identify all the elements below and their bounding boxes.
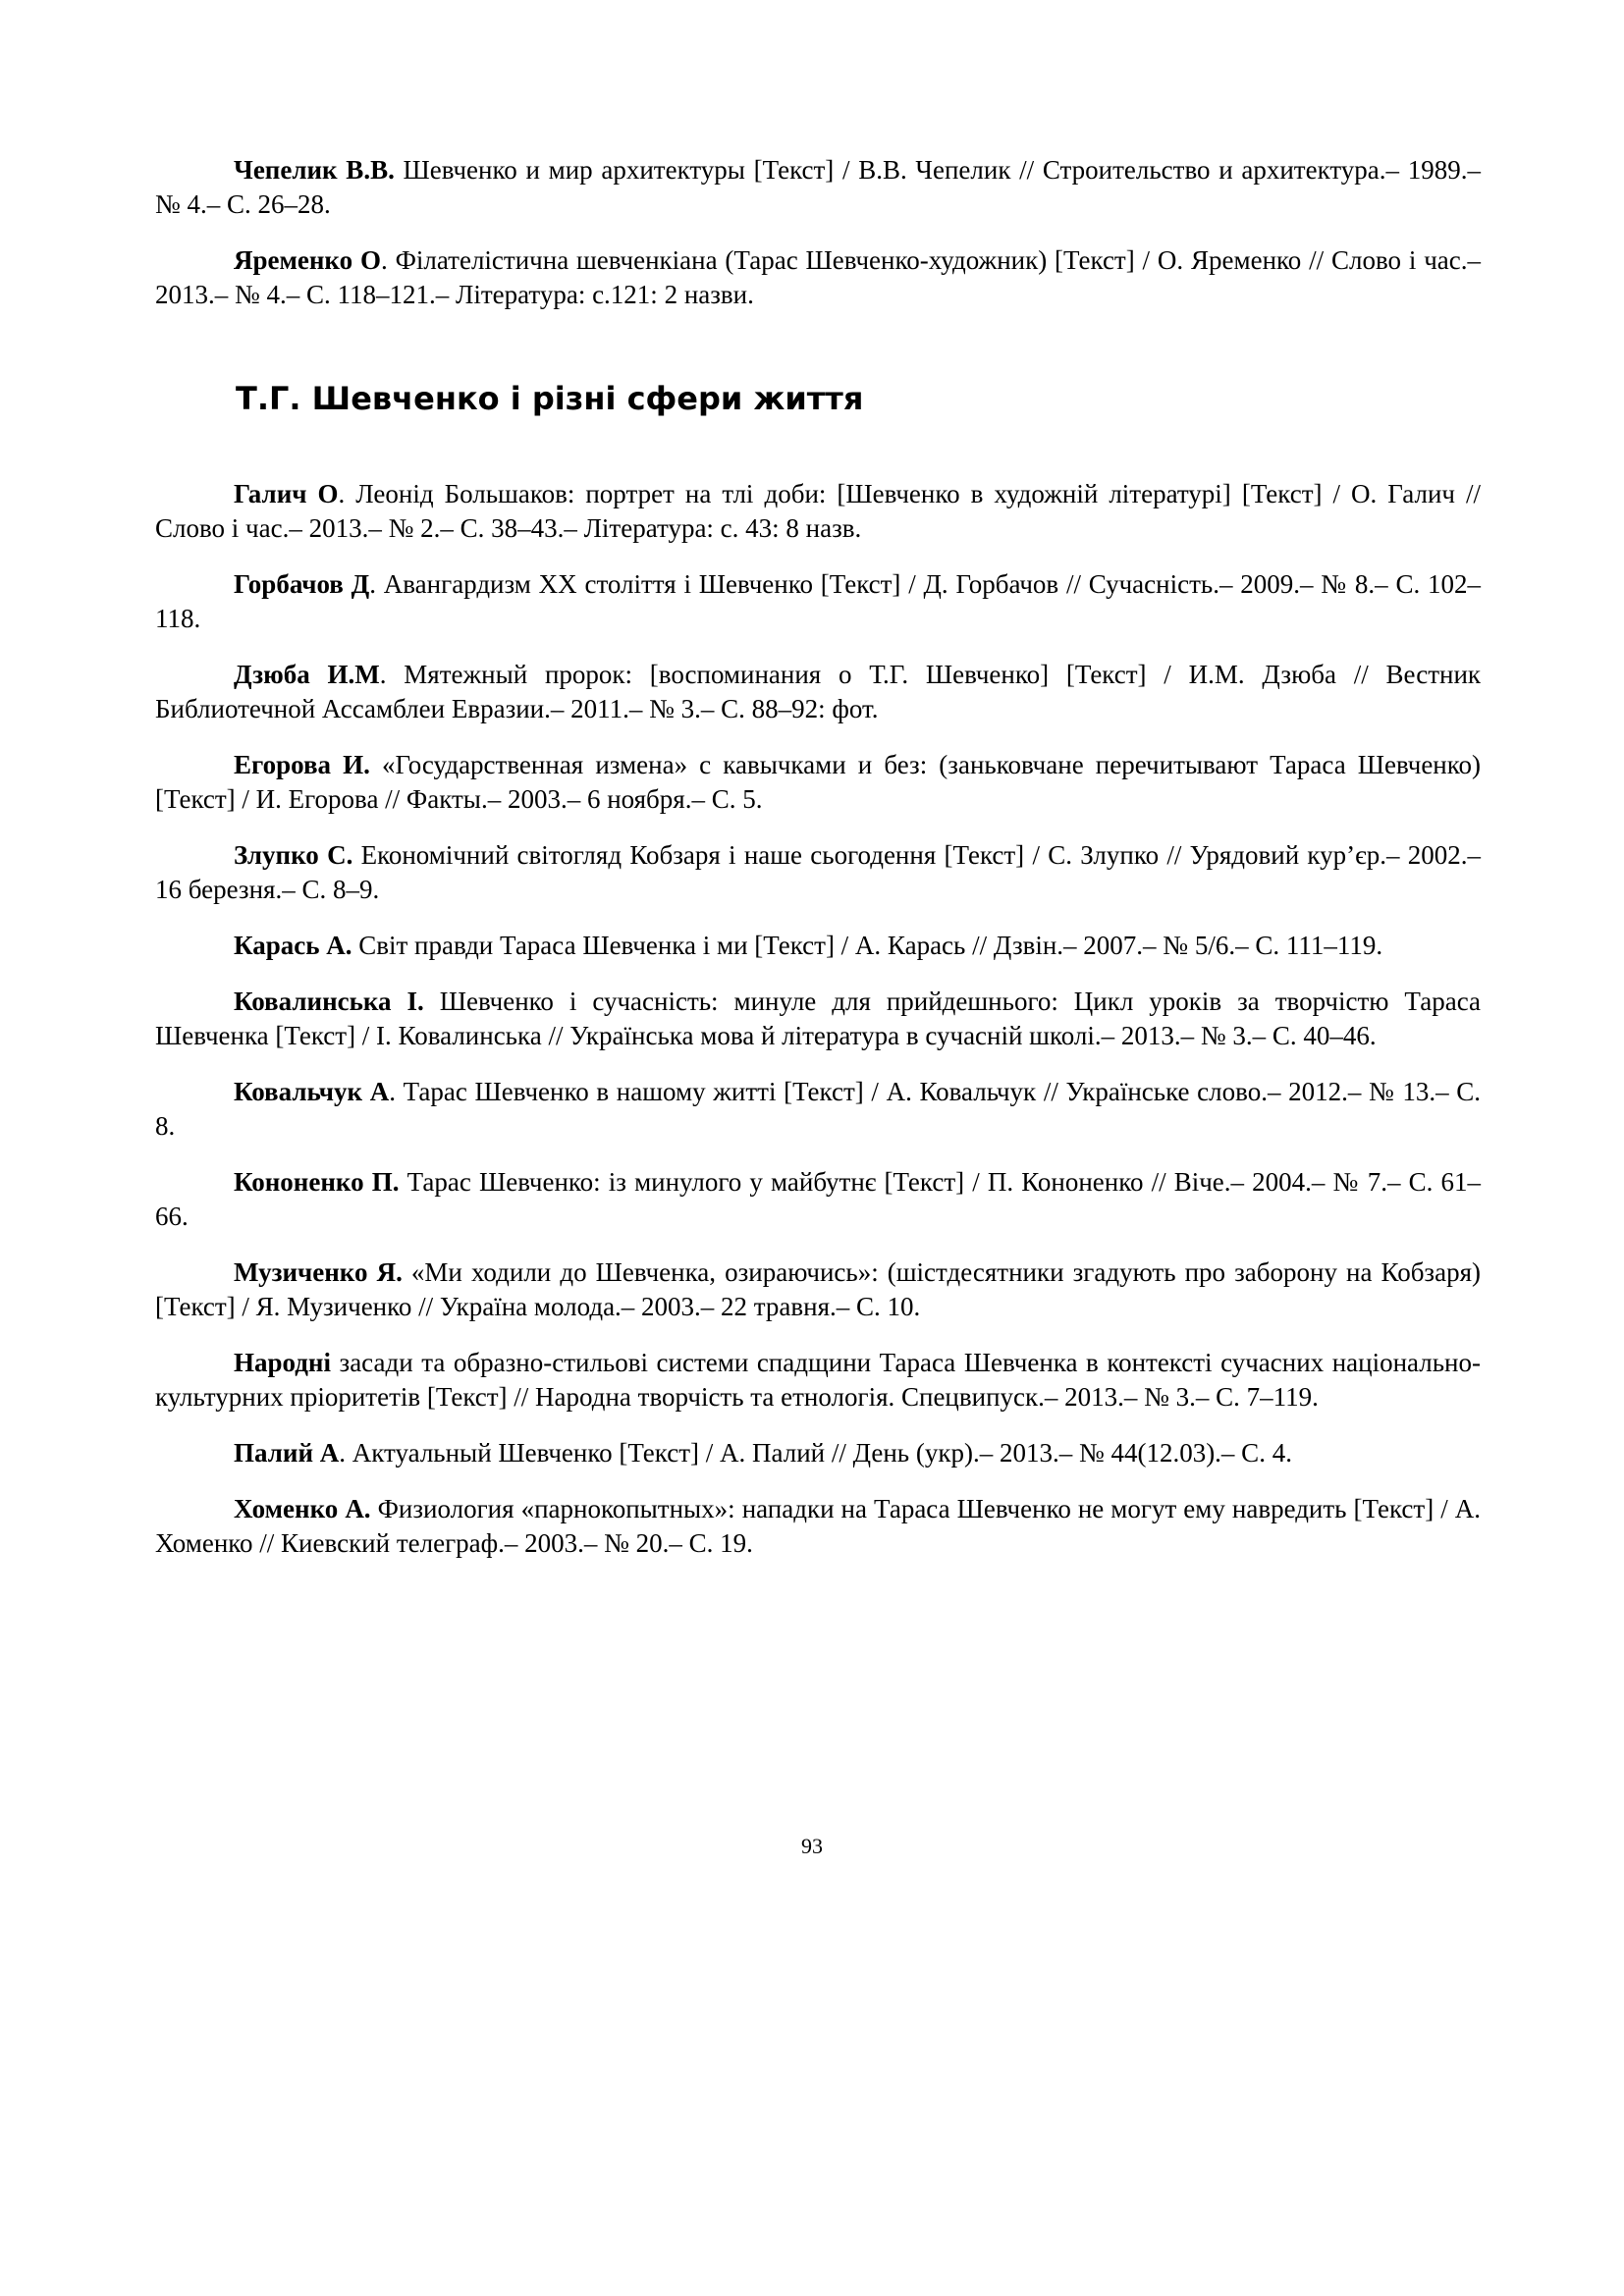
entry-text: Світ правди Тараса Шевченка і ми [Текст] / А. Карась // Дзвін.– 2007.– № 5/6.– С. 111–119.: [352, 931, 1383, 960]
section-heading: Т.Г. Шевченко і різні сфери життя: [236, 380, 864, 417]
bibliography-entry: [155, 1492, 1481, 1561]
entry-author: Дзюба И.М: [234, 660, 380, 689]
entry-author: Чепелик В.В.: [234, 155, 395, 185]
entry-text: . Філателістична шевченкіана (Тарас Шевченко-художник) [Текст] / О. Яременко // Слово і час.– 2013.– № 4.– С. 118–121.– Література: с.121: 2 назви.: [155, 245, 1481, 309]
entry-author: Народні: [234, 1348, 331, 1377]
bibliography-entry: [155, 1255, 1481, 1324]
page-content: [155, 153, 1481, 1582]
entry-text: «Ми ходили до Шевченка, озираючись»: (шістдесятники згадують про заборону на Кобзаря) [Текст] / Я. Музиченко // Україна молода.– 2003.– 22 травня.– С. 10.: [155, 1257, 1481, 1321]
entry-text: . Мятежный пророк: [воспоминания о Т.Г. Шевченко] [Текст] / И.М. Дзюба // Вестник Библиотечной Ассамблеи Евразии.– 2011.– № 3.– С. 88–92: фот.: [155, 660, 1482, 723]
entry-author: Карась А.: [234, 931, 352, 960]
entry-author: Галич О: [234, 479, 339, 508]
entry-author: Ковальчук А: [234, 1077, 390, 1106]
page-number: 93: [801, 1834, 823, 1858]
entry-author: Яременко О: [234, 245, 381, 275]
bibliography-entry: [155, 1075, 1481, 1144]
entry-text: Шевченко и мир архитектуры [Текст] / В.В. Чепелик // Строительство и архитектура.– 1989.– № 4.– С. 26–28.: [155, 155, 1481, 219]
bibliography-entry: [155, 1165, 1481, 1234]
entry-author: Злупко С.: [234, 840, 353, 870]
entry-text: Физиология «парнокопытных»: нападки на Тараса Шевченко не могут ему навредить [Текст] / А. Хоменко // Киевский телеграф.– 2003.– № 20.– С. 19.: [155, 1494, 1481, 1558]
entry-author: Егорова И.: [234, 750, 370, 779]
entry-author: Ковалинська І.: [234, 987, 424, 1016]
entry-text: Шевченко і сучасність: минуле для прийдешнього: Цикл уроків за творчістю Тараса Шевченка [Текст] / І. Ковалинська // Українська мова й література в сучасній школі.– 2013.– № 3.– С. 40–46.: [155, 987, 1481, 1050]
bibliography-entry: [155, 985, 1481, 1053]
entry-text: Тарас Шевченко: із минулого у майбутнє [Текст] / П. Кононенко // Віче.– 2004.– № 7.– С. 61–66.: [155, 1167, 1481, 1231]
bibliography-entry: [155, 929, 1481, 963]
bibliography-entry: [155, 243, 1481, 312]
entry-author: Музиченко Я.: [234, 1257, 403, 1287]
entry-text: Економічний світогляд Кобзаря і наше сьогодення [Текст] / С. Злупко // Урядовий кур’єр.– 2002.– 16 березня.– С. 8–9.: [155, 840, 1481, 904]
entry-text: . Актуальный Шевченко [Текст] / А. Палий // День (укр).– 2013.– № 44(12.03).– С. 4.: [339, 1438, 1292, 1468]
entry-author: Палий А: [234, 1438, 340, 1468]
entry-text: «Государственная измена» с кавычками и без: (заньковчане перечитывают Тараса Шевченко) [Текст] / И. Егорова // Факты.– 2003.– 6 ноября.– С. 5.: [155, 750, 1481, 814]
bibliography-entry: [155, 153, 1481, 222]
entry-text: . Леонід Большаков: портрет на тлі доби: [Шевченко в художній літературі] [Текст] / О. Галич // Слово і час.– 2013.– № 2.– С. 38–43.– Література: с. 43: 8 назв.: [155, 479, 1481, 543]
entry-text: засади та образно-стильові системи спадщини Тараса Шевченка в контексті сучасних національно-культурних пріоритетів [Текст] // Народна творчість та етнологія. Спецвипуск.– 2013.– № 3.– С. 7–119.: [155, 1348, 1481, 1412]
bibliography-entry: [155, 748, 1481, 817]
entry-author: Хоменко А.: [234, 1494, 371, 1523]
entry-author: Кононенко П.: [234, 1167, 400, 1197]
bibliography-entry: [155, 658, 1481, 726]
bibliography-entry: [155, 1346, 1481, 1415]
entry-text: . Авангардизм XX століття і Шевченко [Текст] / Д. Горбачов // Сучасність.– 2009.– № 8.– С. 102–118.: [155, 569, 1481, 633]
bibliography-entry: [155, 567, 1481, 636]
entry-text: . Тарас Шевченко в нашому житті [Текст] / А. Ковальчук // Українське слово.– 2012.– № 13.– С. 8.: [155, 1077, 1481, 1141]
bibliography-entry: [155, 1436, 1481, 1470]
bibliography-entry: [155, 838, 1481, 907]
entry-author: Горбачов Д: [234, 569, 370, 599]
bibliography-entry: [155, 477, 1481, 546]
